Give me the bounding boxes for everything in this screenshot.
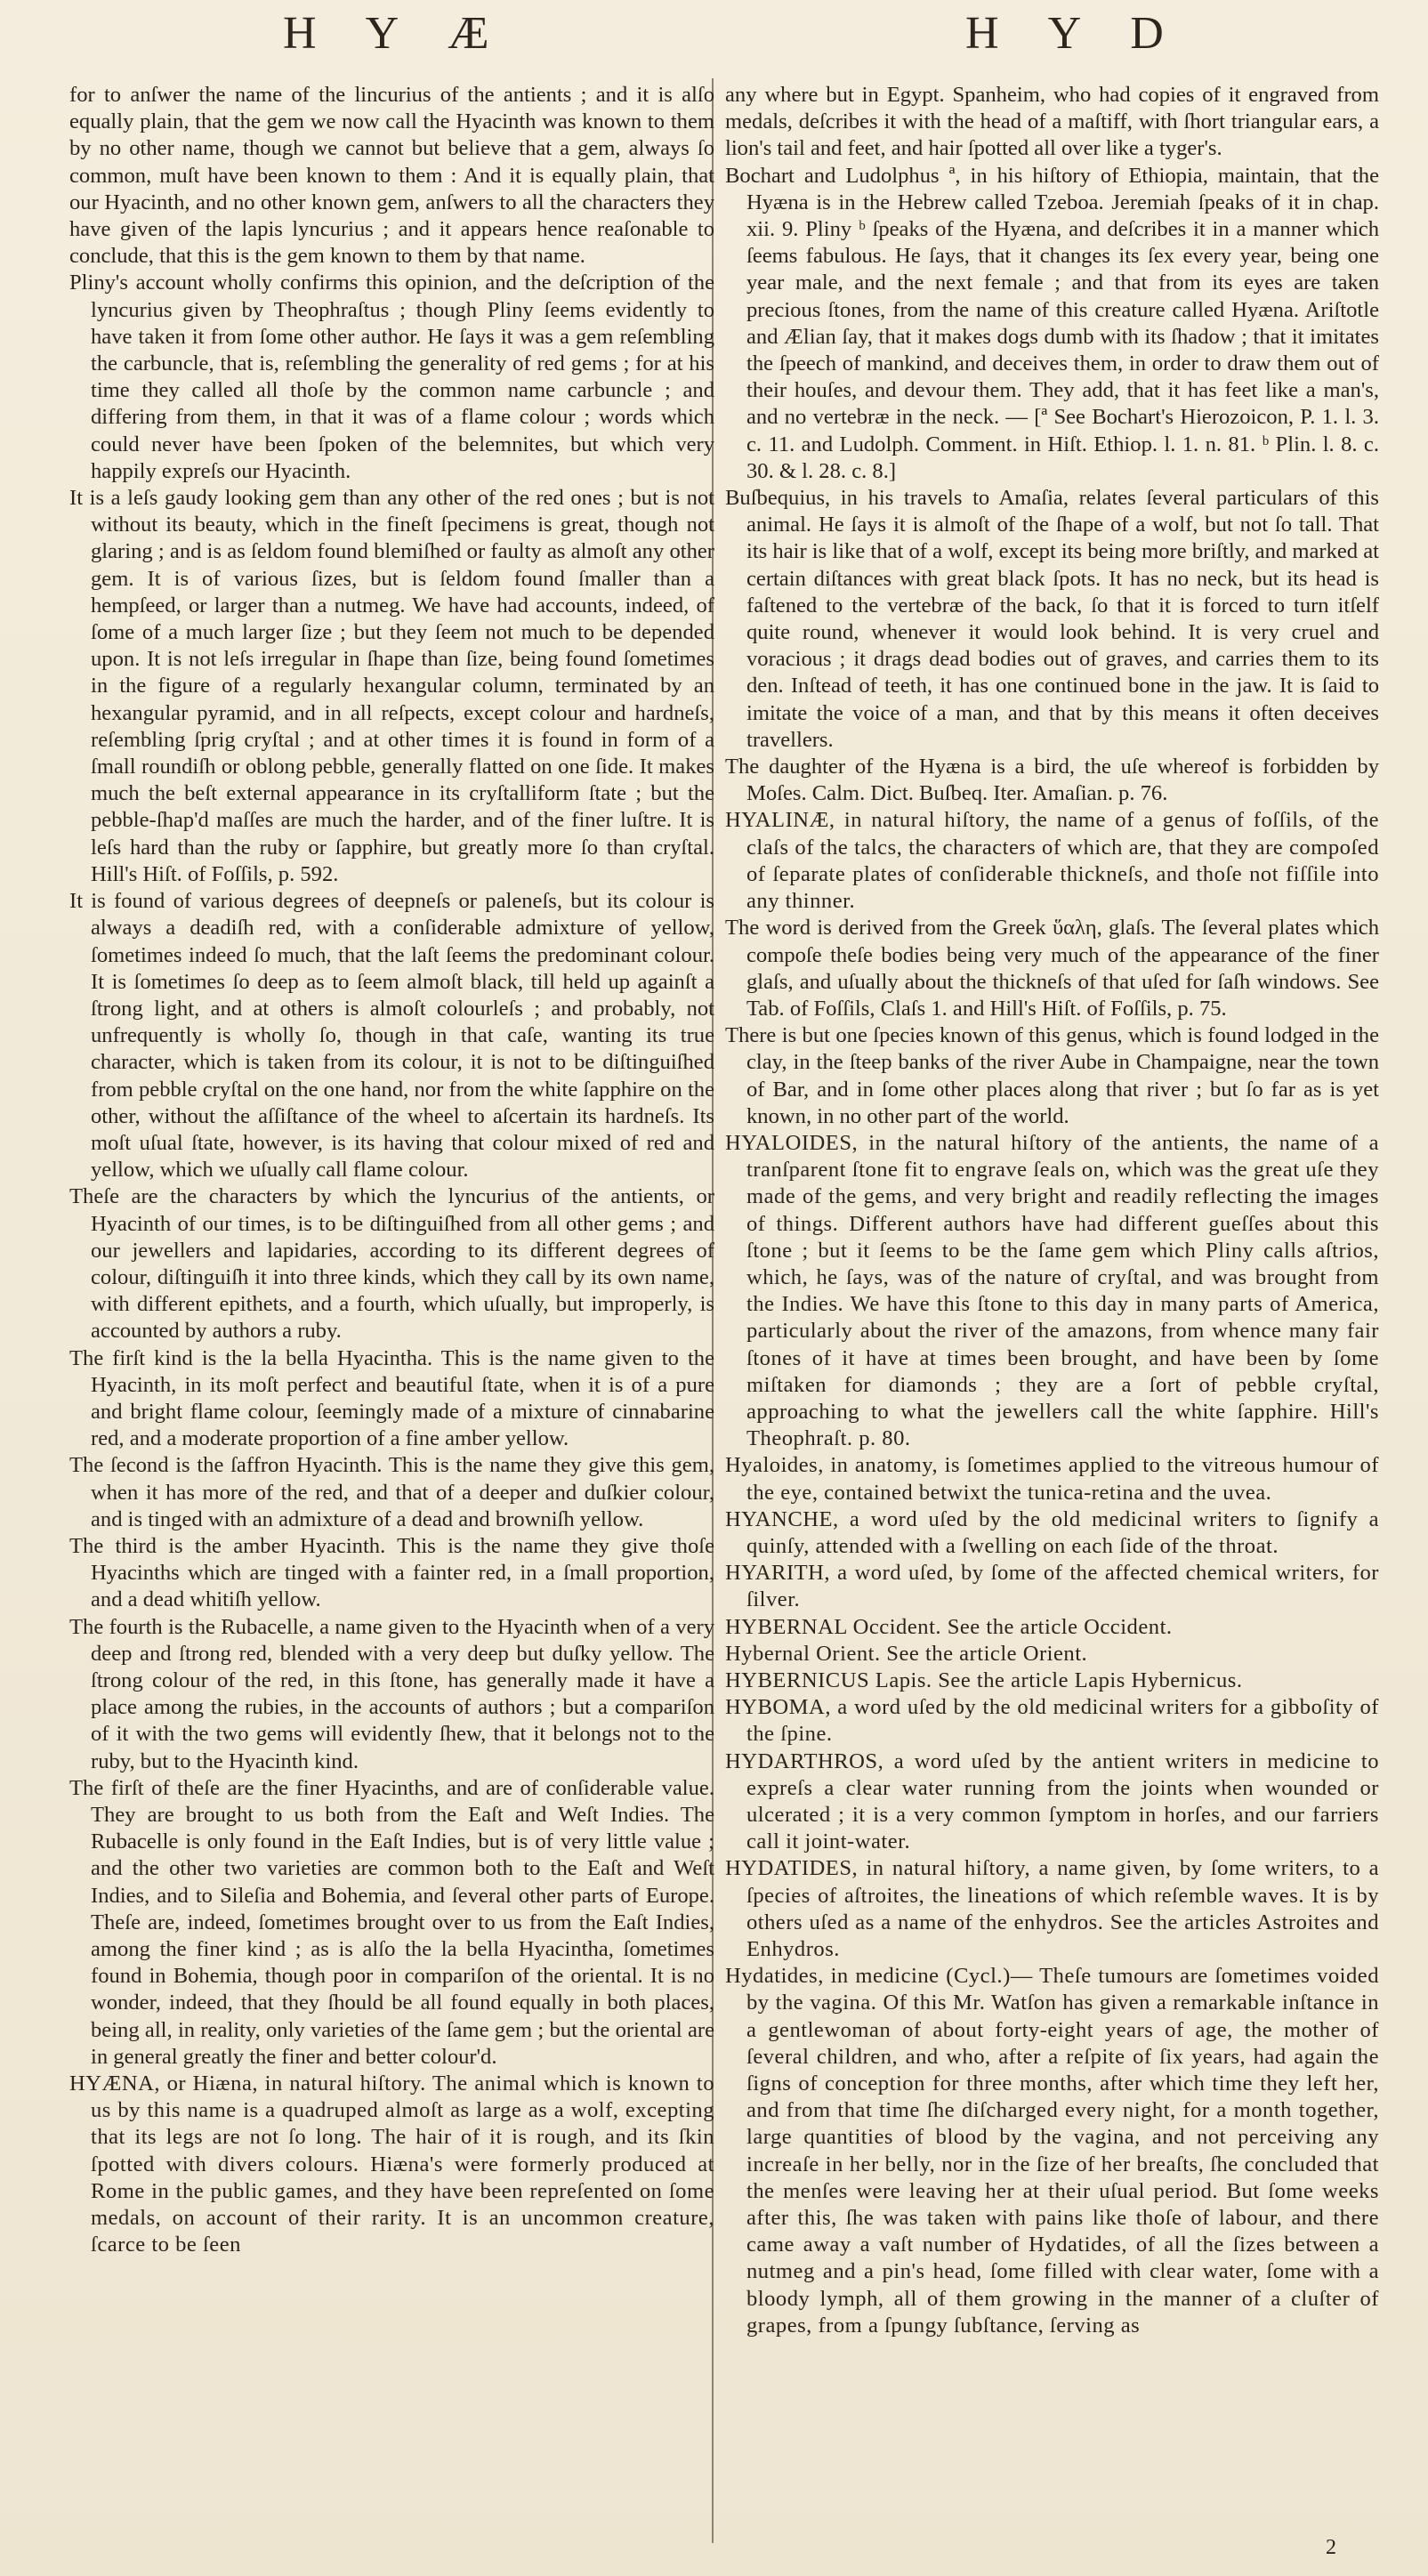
left-column xyxy=(69,82,714,2258)
paragraph: The word is derived from the Greek ὕαλη, glaſs. The ſeveral plates which compoſe theſe bodies being very much of the appearance of the finer glaſs, and uſually about the thickneſs of that uſed for ſaſh windows. See Tab. of Foſſils, Claſs 1. and Hill's Hiſt. of Foſſils, p. 75. xyxy=(725,916,1379,1021)
paragraph: The firſt kind is the la bella Hyacintha. This is the name given to the Hyacinth, in its moſt perfect and beautiful ſtate, when it is of a pure and bright flame colour, ſeemingly made of a mixture of cinnabarine red, and a moderate proportion of a fine amber yellow. xyxy=(69,1345,714,1451)
entry-hyaloides-anatomy: Hyaloides, in anatomy, is ſometimes applied to the vitreous humour of the eye, contained betwixt the tunica-retina and the uvea. xyxy=(725,1453,1379,1505)
running-head-left: H Y Æ xyxy=(283,8,509,59)
paragraph: The third is the amber Hyacinth. This is the name they give thoſe Hyacinths which are tinged with a fainter red, in a ſmall proportion, and a dead whitiſh yellow. xyxy=(69,1533,714,1612)
entry-hydatides-medicine: Hydatides, in medicine (Cycl.)— Theſe tumours are ſometimes voided by the vagina. Of this Mr. Watſon has given a remarkable inſtance in a gentlewoman of about forty-eight years of age, the mother of ſeveral children, and who, after a reſpite of ſix years, had again the ſigns of conception for three months, after which time they left her, and from that time ſhe diſcharged every night, for a month together, large quantities of blood by the vagina, and not perceiving any increaſe in her belly, nor in the ſize of her breaſts, ſhe concluded that the menſes were leaving her at their uſual period. But ſome weeks after this, ſhe was taken with pains like thoſe of labour, and there came away a vaſt number of Hydatides, of all the ſizes between a nutmeg and a pin's head, ſome filled with clear water, ſome with a bloody lymph, all of them growing in the manner of a cluſter of grapes, from a ſpungy ſubſtance, ſerving as xyxy=(725,1964,1379,2338)
paragraph: The ſecond is the ſaffron Hyacinth. This is the name they give this gem, when it has more of the red, and that of a deeper and duſkier colour, and is tinged with an admixture of a dead and browniſh yellow. xyxy=(69,1453,714,1531)
paragraph: for to anſwer the name of the lincurius of the antients ; and it is alſo equally plain, that the gem we now call the Hyacinth was known to them by no other name, though we cannot but believe that a gem, always ſo common, muſt have been known to them : And it is equally plain, that our Hyacinth, and no other known gem, anſwers to all the characters they have given of the lapis lyncurius ; and it appears hence reaſonable to conclude, that this is the gem known to them by that name. xyxy=(69,83,714,269)
entry-hybernicus: HYBERNICUS Lapis. See the article Lapis Hybernicus. xyxy=(725,1668,1243,1692)
entry-hybernal-orient: Hybernal Orient. See the article Orient. xyxy=(725,1641,1088,1666)
paragraph: Bochart and Ludolphus ª, in his hiſtory of Ethiopia, maintain, that the Hyæna is in the Hebrew called Tzeboa. Jeremiah ſpeaks of it in chap. xii. 9. Pliny ᵇ ſpeaks of the Hyæna, and deſcribes it in a manner which ſeems fabulous. He ſays, that it changes its ſex every year, being one year male, and the next female ; and that from its eyes are taken precious ſtones, from the name of this creature called Hyæna. Ariſtotle and Ælian ſay, that it makes dogs dumb with its ſhadow ; that it imitates the ſpeech of mankind, and deceives them, in order to draw them out of their houſes, and devour them. They add, that it has feet like a man's, and no vertebræ in the neck. — [ª See Bochart's Hierozoicon, P. 1. l. 3. c. 11. and Ludolph. Comment. in Hiſt. Ethiop. l. 1. n. 81. ᵇ Plin. l. 8. c. 30. & l. 28. c. 8.] xyxy=(725,163,1379,483)
paragraph: There is but one ſpecies known of this genus, which is found lodged in the clay, in the ſteep banks of the river Aube in Champaigne, near the town of Bar, and in ſome other places along that river ; but ſo far as is yet known, in no other part of the world. xyxy=(725,1023,1379,1128)
paragraph: It is a leſs gaudy looking gem than any other of the red ones ; but is not without its beauty, which in the fineſt ſpecimens is great, though not glaring ; and is as ſeldom found blemiſhed or faulty as almoſt any other gem. It is of various ſizes, but is ſeldom found ſmaller than a hempſeed, or larger than a nutmeg. We have had accounts, indeed, of ſome of a much larger ſize ; but they ſeem not much to be depended upon. It is not leſs irregular in ſhape than ſize, being found ſometimes in the figure of a regularly hexangular column, terminated by an hexangular pyramid, and in all reſpects, except colour and hardneſs, reſembling ſprig cryſtal ; and at other times it is found in form of a ſmall roundiſh or oblong pebble, generally flatted on one ſide. It makes much the beſt external appearance in its cryſtalliform ſtate ; but the pebble-ſhap'd maſſes are much the harder, and of the finer luſtre. It is leſs hard than the ruby or ſapphire, but greatly more ſo than cryſtal. Hill's Hiſt. of Foſſils, p. 592. xyxy=(69,486,714,886)
paragraph: It is found of various degrees of deepneſs or paleneſs, but its colour is always a deadiſh red, with a conſiderable admixture of yellow, ſometimes indeed ſo much, that the laſt ſeems the predominant colour. It is ſometimes ſo deep as to ſeem almoſt black, till held up againſt a ſtrong light, and at others is almoſt colourleſs ; and probably, not unfrequently is wholly ſo, though in that caſe, wanting its true character, which is taken from its colour, it is not to be diſtinguiſhed from pebble cryſtal on the one hand, nor from the white ſapphire on the other, without the aſſiſtance of the wheel to aſcertain its hardneſs. Its moſt uſual ſtate, however, is its having that colour mixed of red and yellow, which we uſually call flame colour. xyxy=(69,889,714,1183)
entry-hyalinae: HYALINÆ, in natural hiſtory, the name of a genus of foſſils, of the claſs of the talcs, the characters of which are, that they are compoſed of ſeparate plates of conſiderable thickneſs, and thoſe not fiſſile into any thinner. xyxy=(725,808,1379,914)
entry-hyboma: HYBOMA, a word uſed by the old medicinal writers for a gibboſity of the ſpine. xyxy=(725,1695,1379,1747)
entry-hyaena: HYÆNA, or Hiæna, in natural hiſtory. The animal which is known to us by this name is a quadruped almoſt as large as a wolf, excepting that its legs are not ſo long. The hair of it is rough, and its ſkin ſpotted with divers colours. Hiæna's were formerly produced at Rome in the public games, and they have been repreſented on ſome medals, on account of their rarity. It is an uncommon creature, ſcarce to be ſeen xyxy=(69,2071,714,2257)
paragraph: any where but in Egypt. Spanheim, who had copies of it engraved from medals, deſcribes it with the head of a maſtiff, with ſhort triangular ears, a lion's tail and feet, and hair ſpotted all over like a tyger's. xyxy=(725,83,1379,161)
right-column xyxy=(725,82,1379,2339)
paragraph: The firſt of theſe are the finer Hyacinths, and are of conſiderable value. They are brought to us both from the Eaſt and Weſt Indies. The Rubacelle is only found in the Eaſt Indies, but is of very little value ; and the other two varieties are common both to the Eaſt and Weſt Indies, and to Sileſia and Bohemia, and ſeveral other parts of Europe. Theſe are, indeed, ſometimes brought over to us from the Eaſt Indies, among the finer kind ; as is alſo the la bella Hyacintha, ſometimes found in Bohemia, though poor in compariſon of the oriental. It is no wonder, indeed, that they ſhould be all found equally in both places, being all, in reality, only varieties of the ſame gem ; but the oriental are in general greatly the finer and better colour'd. xyxy=(69,1775,714,2069)
paragraph: The fourth is the Rubacelle, a name given to the Hyacinth when of a very deep and ſtrong red, blended with a very deep but duſky yellow. The ſtrong colour of the red, in this ſtone, has generally made it have a place among the rubies, in the accounts of authors ; but a compariſon of it with the two gems will evidently ſhew, that it belongs not to the ruby, but to the Hyacinth kind. xyxy=(69,1614,714,1773)
paragraph: Buſbequius, in his travels to Amaſia, relates ſeveral particulars of this animal. He ſays it is almoſt of the ſhape of a wolf, but not ſo tall. That its hair is like that of a wolf, except its being more briſtly, and marked at certain diſtances with great black ſpots. It has no neck, but its head is faſtened to the vertebræ of the back, ſo that it is forced to turn itſelf quite round, whenever it would look behind. It is very cruel and voracious ; it drags dead bodies out of graves, and carries them to its den. Inſtead of teeth, it has one continued bone in the jaw. It is ſaid to imitate the voice of a man, and that by this means it often deceives travellers. xyxy=(725,486,1379,752)
signature-mark: 2 xyxy=(1326,2536,1336,2559)
paragraph: Pliny's account wholly confirms this opinion, and the deſcription of the lyncurius given by Theophraſtus ; though Pliny ſeems evidently to have taken it from ſome other author. He ſays it was a gem reſembling the carbuncle, that is, reſembling the generality of red gems ; for at his time they called all thoſe by the common name carbuncle ; and differing from them, in that it was of a flame colour ; words which could never have been ſpoken of the belemnites, but which very happily expreſs our Hyacinth. xyxy=(69,271,714,483)
entry-hyanche: HYANCHE, a word uſed by the old medicinal writers to ſignify a quinſy, attended with a ſwelling on each ſide of the throat. xyxy=(725,1506,1379,1558)
paragraph: Theſe are the characters by which the lyncurius of the antients, or Hyacinth of our times, is to be diſtinguiſhed from all other gems ; and our jewellers and lapidaries, according to its different degrees of colour, diſtinguiſh it into three kinds, which they call by its own name, with different epithets, and a fourth, which uſually, but improperly, is accounted by authors a ruby. xyxy=(69,1184,714,1344)
entry-hydarthros: HYDARTHROS, a word uſed by the antient writers in medicine to expreſs a clear water running from the joints when wounded or ulcerated ; it is a very common ſymptom in horſes, and our farriers call it joint-water. xyxy=(725,1748,1379,1854)
entry-hybernal-occident: HYBERNAL Occident. See the article Occident. xyxy=(725,1614,1173,1639)
entry-hyarith: HYARITH, a word uſed, by ſome of the affected chemical writers, for ſilver. xyxy=(725,1561,1379,1612)
entry-hydatides: HYDATIDES, in natural hiſtory, a name given, by ſome writers, to a ſpecies of aſtroites, the lineations of which reſemble waves. It is by others uſed as a name of the enhydros. See the articles Astroites and Enhydros. xyxy=(725,1856,1379,1962)
paragraph: The daughter of the Hyæna is a bird, the uſe whereof is forbidden by Moſes. Calm. Dict. Buſbeq. Iter. Amaſian. p. 76. xyxy=(725,755,1379,806)
entry-hyaloides: HYALOIDES, in the natural hiſtory of the antients, the name of a tranſparent ſtone fit to engrave ſeals on, which was the great uſe they made of the gems, and very bright and readily reflecting the images of things. Different authors have had different gueſſes about this ſtone ; but it ſeems to be the ſame gem which Pliny calls aſtrios, which, he ſays, was of the nature of cryſtal, and was brought from the Indies. We have this ſtone to this day in many parts of America, particularly about the river of the amazons, from whence many fair ſtones of it have at times been brought, and have been by ſome miſtaken for diamonds ; they are a ſort of pebble cryſtal, approaching to what the jewellers call the white ſapphire. Hill's Theophraſt. p. 80. xyxy=(725,1130,1379,1451)
running-head-right: H Y D xyxy=(965,8,1183,59)
